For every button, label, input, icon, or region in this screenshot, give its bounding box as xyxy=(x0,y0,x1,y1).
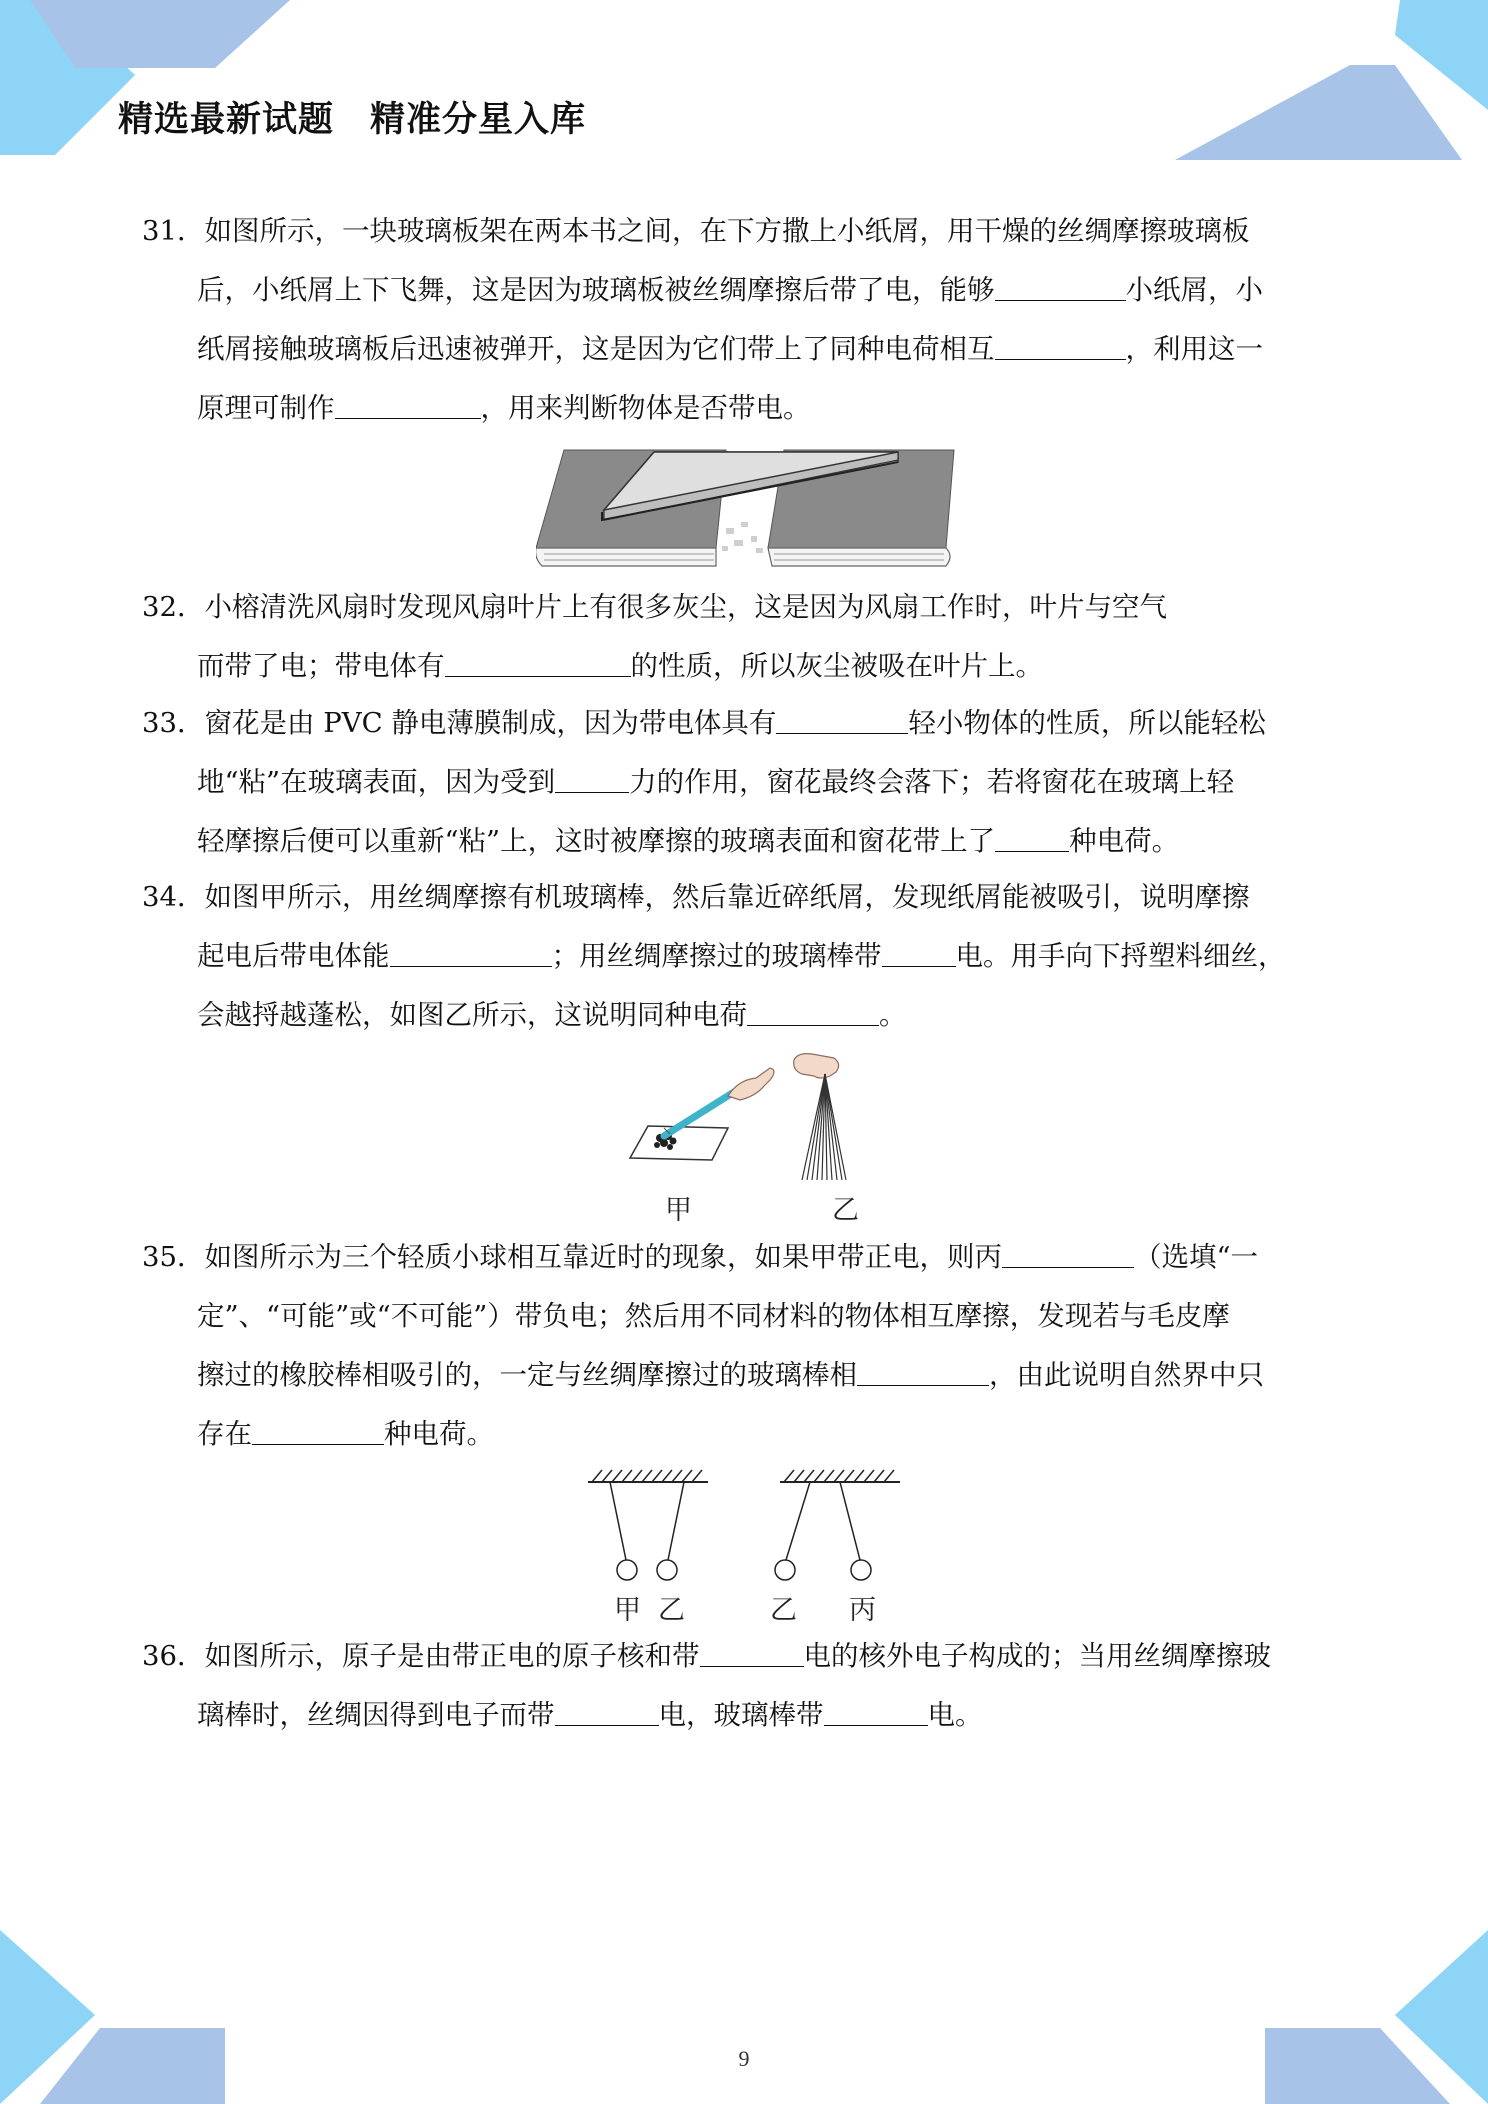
answer-blank[interactable] xyxy=(857,1358,989,1386)
question-31: 31．如图所示，一块玻璃板架在两本书之间，在下方撒上小纸屑，用干燥的丝绸摩擦玻璃板 后，小纸屑上下飞舞，这是因为玻璃板被丝绸摩擦后带了电，能够 小纸屑，小 纸屑接触玻璃板后迅速被弹开，这是因为它们带上了同种电荷相互 ，利用这一 原理可制作 ，用来判断物体是否带电。 xyxy=(142,202,1348,438)
answer-blank[interactable] xyxy=(824,1698,928,1726)
answer-blank[interactable] xyxy=(445,649,631,677)
ball-label: 乙 xyxy=(770,1595,797,1626)
answer-blank[interactable] xyxy=(252,1417,384,1445)
question-number: 36． xyxy=(142,1640,205,1672)
rod-and-strings-figure xyxy=(620,1050,900,1180)
figure-label-jia: 甲 xyxy=(665,1195,692,1226)
footer-decoration xyxy=(0,1930,1488,2104)
ball-label: 甲 xyxy=(614,1595,641,1626)
header-title: 精选最新试题 精准分星入库 xyxy=(118,100,587,140)
header-decoration xyxy=(0,0,1488,170)
page-number: 9 xyxy=(738,2046,750,2071)
hanging-balls-figure xyxy=(588,1468,908,1592)
answer-blank[interactable] xyxy=(995,273,1126,301)
answer-blank[interactable] xyxy=(335,391,481,419)
answer-blank[interactable] xyxy=(700,1639,804,1667)
answer-blank[interactable] xyxy=(776,706,908,734)
answer-blank[interactable] xyxy=(555,765,629,793)
answer-blank[interactable] xyxy=(390,939,552,967)
ball-label: 乙 xyxy=(658,1595,685,1626)
question-33: 33．窗花是由 PVC 静电薄膜制成，因为带电体具有 轻小物体的性质，所以能轻松 地“粘”在玻璃表面，因为受到 力的作用，窗花最终会落下；若将窗花在玻璃上轻 轻摩擦后便可以重新“粘”上，这时被摩擦的玻璃表面和窗花带上了 种电荷。 xyxy=(142,694,1348,871)
answer-blank[interactable] xyxy=(1002,1240,1134,1268)
question-36: 36．如图所示，原子是由带正电的原子核和带 电的核外电子构成的；当用丝绸摩擦玻 璃棒时，丝绸因得到电子而带 电，玻璃棒带 电。 xyxy=(142,1627,1348,1745)
question-32: 32．小榕清洗风扇时发现风扇叶片上有很多灰尘，这是因为风扇工作时，叶片与空气 而带了电；带电体有 的性质，所以灰尘被吸在叶片上。 xyxy=(142,578,1348,696)
question-number: 33． xyxy=(142,707,205,739)
answer-blank[interactable] xyxy=(882,939,956,967)
ball-label: 丙 xyxy=(849,1595,876,1626)
answer-blank[interactable] xyxy=(995,824,1069,852)
question-number: 34． xyxy=(142,881,205,913)
question-number: 32． xyxy=(142,591,205,623)
question-number: 35． xyxy=(142,1241,205,1273)
answer-blank[interactable] xyxy=(555,1698,659,1726)
question-34: 34．如图甲所示，用丝绸摩擦有机玻璃棒，然后靠近碎纸屑，发现纸屑能被吸引，说明摩擦 起电后带电体能 ；用丝绸摩擦过的玻璃棒带 电。用手向下捋塑料细丝， 会越捋越蓬松，如图乙所示，这说明同种电荷 。 xyxy=(142,868,1348,1045)
glass-plate-figure xyxy=(536,448,956,570)
question-number: 31． xyxy=(142,215,205,247)
question-35: 35．如图所示为三个轻质小球相互靠近时的现象，如果甲带正电，则丙 （选填“一 定”、“可能”或“不可能”）带负电；然后用不同材料的物体相互摩擦，发现若与毛皮摩 擦过的橡胶棒相吸引的，一定与丝绸摩擦过的玻璃棒相 ，由此说明自然界中只 存在 种电荷。 xyxy=(142,1228,1348,1464)
answer-blank[interactable] xyxy=(747,998,879,1026)
answer-blank[interactable] xyxy=(995,332,1126,360)
figure-label-yi: 乙 xyxy=(832,1195,859,1226)
